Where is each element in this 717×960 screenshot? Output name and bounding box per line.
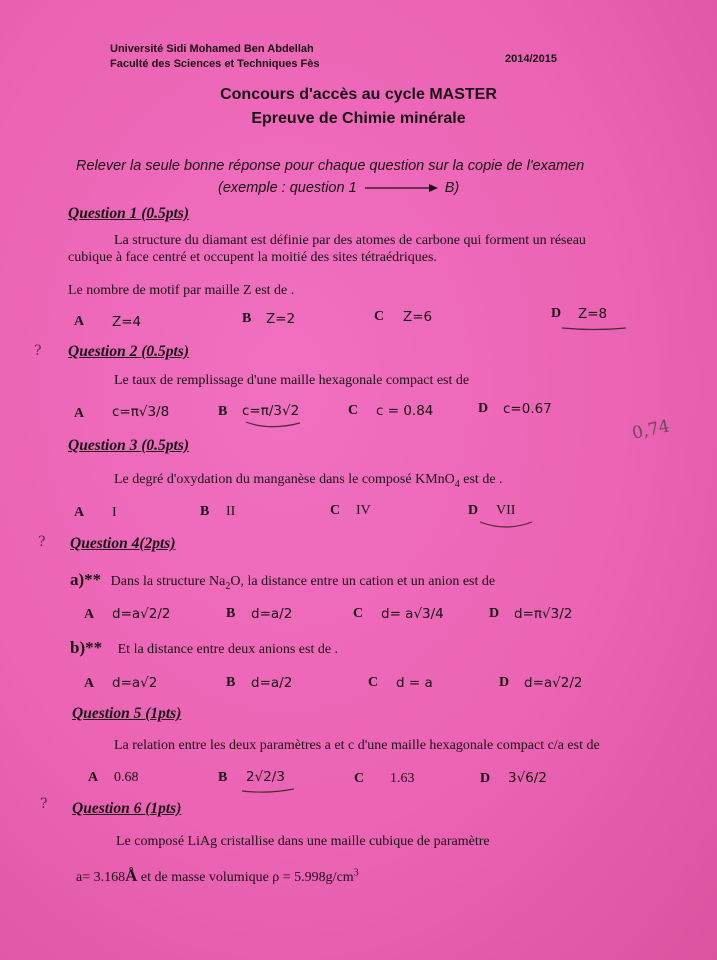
q2-option-d-letter: D (478, 401, 489, 416)
q5-option-c-value: 1.63 (390, 771, 415, 786)
academic-year: 2014/2015 (505, 53, 557, 65)
angstrom-unit: Å (125, 866, 138, 885)
q2-option-d-value: c=0.67 (503, 401, 552, 417)
q4a-option-b-value: d=a/2 (251, 606, 293, 622)
q4a-option-c-value: d= a√3/4 (381, 606, 444, 622)
answer-underline-mark (560, 322, 630, 332)
answer-underline-mark (244, 419, 304, 431)
question-6-text: Le composé LiAg cristallise dans une maille cubique de paramètre (116, 834, 490, 849)
q5-option-d-value: 3√6/2 (508, 770, 547, 786)
q4b-option-d-value: d=a√2/2 (524, 675, 583, 691)
question-4a-line (70, 570, 495, 592)
question-1-text: La structure du diamant est définie par des atomes de carbone qui forment un réseau (114, 233, 586, 248)
margin-question-mark: ? (40, 796, 48, 812)
q3-option-d-letter: D (468, 503, 479, 518)
question-5-heading: Question 5 (1pts) (72, 705, 182, 722)
q3-option-c-value: IV (356, 503, 371, 518)
arrow-right-icon (363, 183, 439, 193)
q4a-option-b-letter: B (226, 606, 236, 621)
q5-option-a-letter: A (88, 770, 99, 785)
q4b-option-a-letter: A (84, 676, 95, 691)
q4b-option-d-letter: D (499, 675, 510, 690)
q4a-option-a-value: d=a√2/2 (112, 606, 171, 622)
margin-question-mark: ? (38, 534, 46, 550)
q2-option-a-value: c=π√3/8 (112, 404, 170, 420)
question-6-params (76, 866, 359, 886)
q4b-option-b-value: d=a/2 (251, 675, 293, 691)
margin-question-mark: ? (34, 343, 42, 359)
q4a-option-c-letter: C (353, 606, 364, 621)
question-3-subscript: 4 (454, 478, 460, 490)
q1-option-b-value: Z=2 (266, 311, 296, 327)
answer-underline-mark (240, 786, 300, 796)
q1-option-d-value: Z=8 (578, 306, 608, 322)
q2-option-c-value: c = 0.84 (376, 403, 434, 419)
q3-option-d-value: VII (496, 503, 516, 518)
university-name: Université Sidi Mohamed Ben Abdellah (110, 43, 314, 55)
q1-option-a-value: Z=4 (112, 314, 142, 330)
margin-note: 0,74 (630, 416, 672, 444)
q2-option-c-letter: C (348, 403, 359, 418)
q4b-option-c-value: d = a (396, 675, 433, 691)
q1-option-b-letter: B (242, 311, 252, 326)
question-3-text (114, 472, 503, 490)
question-1-heading: Question 1 (0.5pts) (68, 205, 189, 222)
exam-subtitle: Epreuve de Chimie minérale (251, 110, 466, 127)
question-3-text-end: est de . (459, 472, 503, 487)
q1-option-c-value: Z=6 (403, 309, 433, 325)
q1-option-d-letter: D (551, 306, 562, 321)
q5-option-b-value: 2√2/3 (246, 769, 285, 785)
question-4a-subscript: 2 (225, 580, 231, 592)
question-2-heading: Question 2 (0.5pts) (68, 343, 189, 360)
density-text: et de masse volumique ρ = 5.998g/cm (137, 870, 354, 885)
q3-option-a-value: I (112, 505, 117, 520)
question-2-text: Le taux de remplissage d'une maille hexagonale compact est de (114, 373, 470, 388)
instructions-example: (exemple : question 1 (218, 180, 357, 196)
question-5-text: La relation entre les deux paramètres a et c d'une maille hexagonale compact c/a est de (114, 738, 600, 753)
question-4b-line (70, 638, 338, 658)
question-4a-text-end: O, la distance entre un cation et un anion est de (230, 574, 496, 589)
q5-option-c-letter: C (354, 771, 365, 786)
answer-underline-mark (478, 518, 538, 532)
question-3-heading: Question 3 (0.5pts) (68, 437, 189, 454)
q4b-option-b-letter: B (226, 675, 236, 690)
question-4a-label: a)** (70, 570, 102, 589)
question-4b-label: b)** (70, 638, 103, 657)
q3-option-c-letter: C (330, 503, 341, 518)
question-1-prompt: Le nombre de motif par maille Z est de . (68, 283, 295, 298)
q4a-option-d-letter: D (489, 606, 500, 621)
question-3-text-main: Le degré d'oxydation du manganèse dans le composé KMnO (114, 472, 455, 487)
instructions-line1: Relever la seule bonne réponse pour chaque question sur la copie de l'examen (76, 158, 585, 174)
q4a-option-d-value: d=π√3/2 (514, 606, 573, 622)
q4a-option-a-letter: A (84, 607, 95, 622)
question-6-heading: Question 6 (1pts) (72, 800, 182, 817)
instructions-answer: B) (444, 180, 460, 196)
q3-option-b-value: II (226, 504, 236, 519)
q1-option-a-letter: A (74, 314, 85, 329)
lattice-parameter: a= 3.168 (76, 870, 126, 885)
faculty-name: Faculté des Sciences et Techniques Fès (110, 58, 320, 70)
question-4b-text: Et la distance entre deux anions est de . (117, 642, 339, 657)
q3-option-b-letter: B (200, 504, 210, 519)
q2-option-b-value: c=π/3√2 (242, 403, 300, 419)
q5-option-b-letter: B (218, 770, 228, 785)
question-1-text-cont: cubique à face centré et occupent la moitié des sites tétraédriques. (68, 250, 437, 265)
q4b-option-c-letter: C (368, 675, 379, 690)
q2-option-a-letter: A (74, 406, 85, 421)
q5-option-a-value: 0.68 (114, 770, 139, 785)
q4b-option-a-value: d=a√2 (112, 675, 158, 691)
question-4-heading: Question 4(2pts) (70, 535, 176, 552)
density-exponent: 3 (353, 867, 359, 879)
instructions-line2 (218, 180, 459, 196)
exam-title: Concours d'accès au cycle MASTER (220, 86, 497, 103)
q1-option-c-letter: C (374, 309, 385, 324)
question-4a-text: Dans la structure Na (110, 574, 226, 589)
q3-option-a-letter: A (74, 505, 85, 520)
q2-option-b-letter: B (218, 404, 228, 419)
q5-option-d-letter: D (480, 771, 491, 786)
